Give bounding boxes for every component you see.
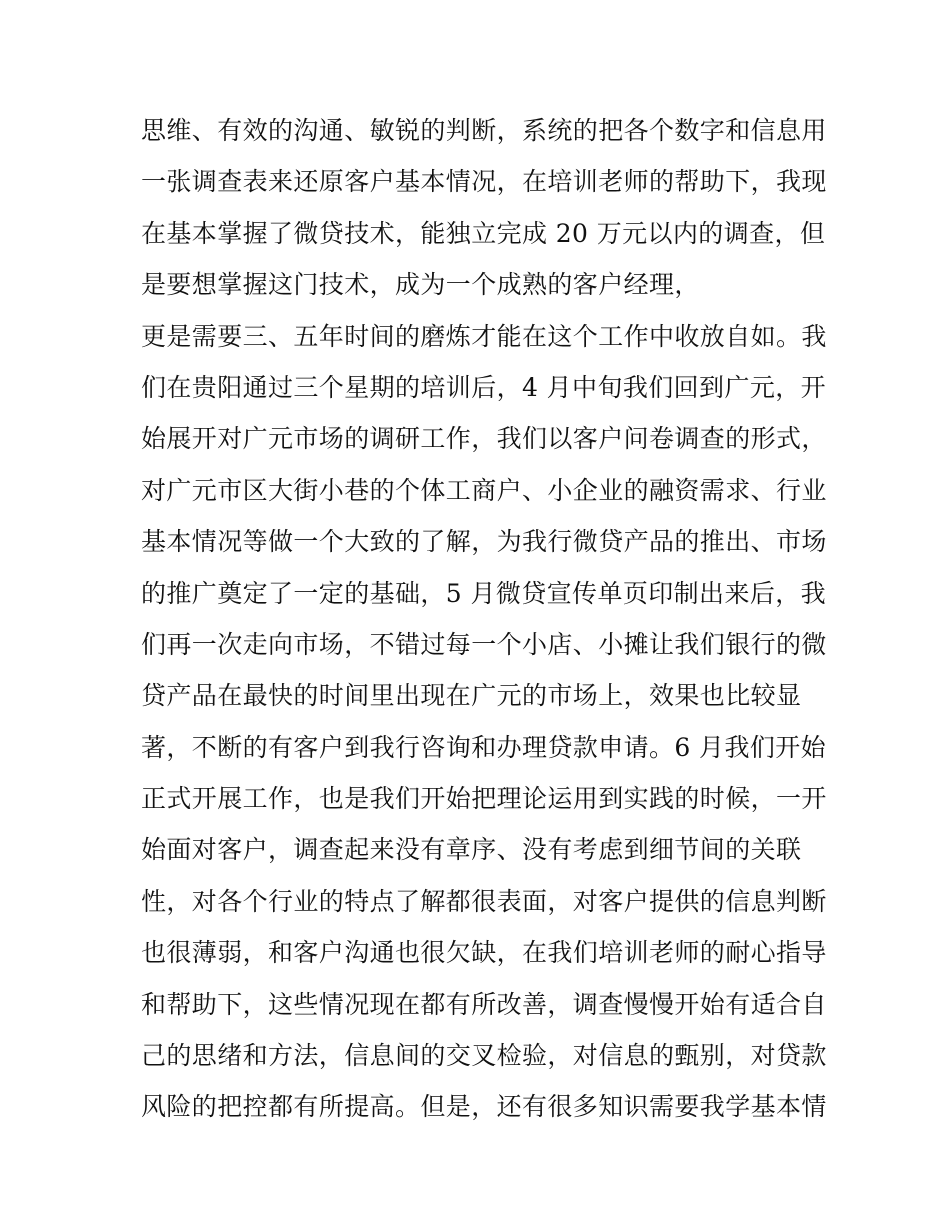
text-line-8: 对广元市区大街小巷的个体工商户、小企业的融资需求、行业 [141,475,827,505]
text-line-5: 更是需要三、五年时间的磨炼才能在这个工作中收放自如。我 [141,321,827,351]
text-line-15: 始面对客户，调查起来没有章序、没有考虑到细节间的关联 [141,835,802,865]
text-line-18: 和帮助下，这些情况现在都有所改善，调查慢慢开始有适合自 [141,989,827,1019]
text-line-17: 也很薄弱，和客户沟通也很欠缺，在我们培训老师的耐心指导 [141,938,827,968]
text-line-20: 风险的把控都有所提高。但是，还有很多知识需要我学基本情 [141,1092,827,1122]
text-line-1: 思维、有效的沟通、敏锐的判断，系统的把各个数字和信息用 [141,116,827,145]
text-line-7: 始展开对广元市场的调研工作，我们以客户问卷调查的形式， [141,424,827,454]
text-line-19: 己的思绪和方法，信息间的交叉检验，对信息的甄别，对贷款 [141,1041,827,1071]
text-line-3: 在基本掌握了微贷技术，能独立完成 20 万元以内的调查，但 [141,218,826,248]
text-line-12: 贷产品在最快的时间里出现在广元的市场上，效果也比较显 [141,681,802,711]
text-line-14: 正式开展工作，也是我们开始把理论运用到实践的时候，一开 [141,784,827,814]
text-line-13: 著，不断的有客户到我行咨询和办理贷款申请。6 月我们开始 [141,732,827,762]
body-text [141,112,827,1140]
text-line-11: 们再一次走向市场，不错过每一个小店、小摊让我们银行的微 [141,629,827,659]
text-line-10: 的推广奠定了一定的基础，5 月微贷宣传单页印制出来后，我 [141,578,827,608]
text-line-6: 们在贵阳通过三个星期的培训后，4 月中旬我们回到广元，开 [141,372,827,402]
text-line-4: 是要想掌握这门技术，成为一个成熟的客户经理， [141,270,700,300]
text-line-9: 基本情况等做一个大致的了解，为我行微贷产品的推出、市场 [141,527,827,557]
text-line-16: 性，对各个行业的特点了解都很表面，对客户提供的信息判断 [141,886,827,916]
text-line-2: 一张调查表来还原客户基本情况，在培训老师的帮助下，我现 [141,167,827,197]
